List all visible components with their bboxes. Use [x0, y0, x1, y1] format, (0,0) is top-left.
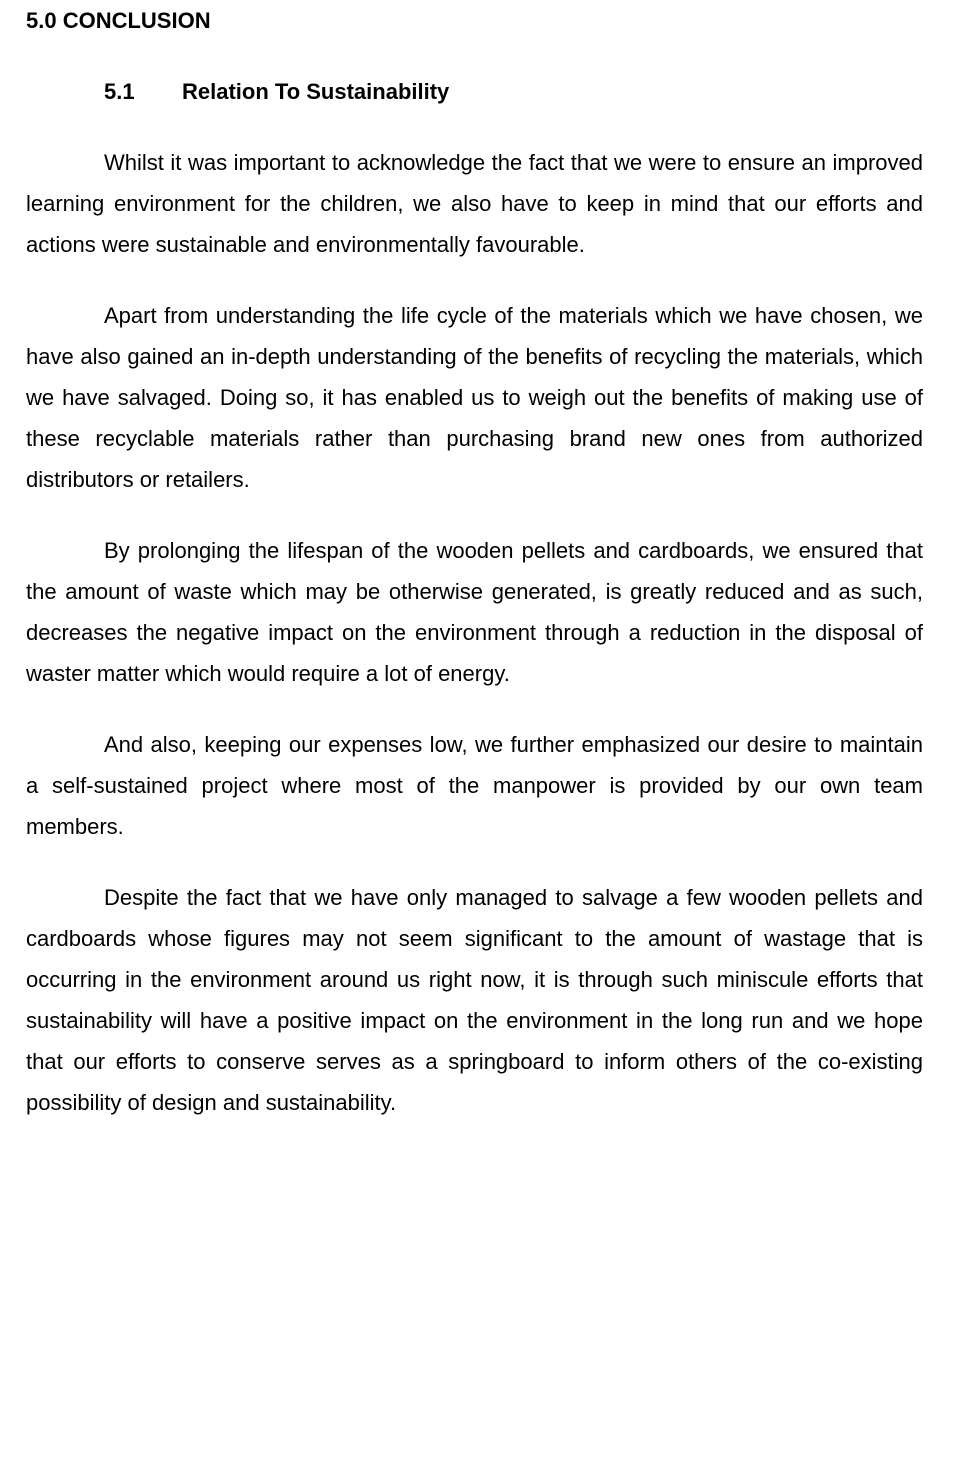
- paragraph: By prolonging the lifespan of the wooden pellets and cardboards, we ensured that the amount of waste which may be otherwise generated, is greatly reduced and as such, decreases the negative impact on the environment through a reduction in the disposal of waster matter which would require a lot of energy.: [26, 538, 923, 686]
- chapter-heading: 5.0 CONCLUSION: [26, 8, 211, 33]
- paragraph: Whilst it was important to acknowledge the fact that we were to ensure an improved learning environment for the children, we also have to keep in mind that our efforts and actions were sustainable and environmentally favourable.: [26, 150, 923, 257]
- section-heading: [104, 78, 449, 106]
- paragraph: Despite the fact that we have only managed to salvage a few wooden pellets and cardboards whose figures may not seem significant to the amount of wastage that is occurring in the environment around us right now, it is through such miniscule efforts that sustainability will have a positive impact on the environment in the long run and we hope that our efforts to conserve serves as a springboard to inform others of the co-existing possibility of design and sustainability.: [26, 885, 923, 1115]
- paragraph: Apart from understanding the life cycle of the materials which we have chosen, we have also gained an in-depth understanding of the benefits of recycling the materials, which we have salvaged. Doing so, it has enabled us to weigh out the benefits of making use of these recyclable materials rather than purchasing brand new ones from authorized distributors or retailers.: [26, 303, 923, 492]
- body-text: [26, 142, 923, 1153]
- section-number: 5.1: [104, 79, 135, 104]
- paragraph: And also, keeping our expenses low, we further emphasized our desire to maintain a self-sustained project where most of the manpower is provided by our own team members.: [26, 732, 923, 839]
- section-title: Relation To Sustainability: [182, 79, 450, 104]
